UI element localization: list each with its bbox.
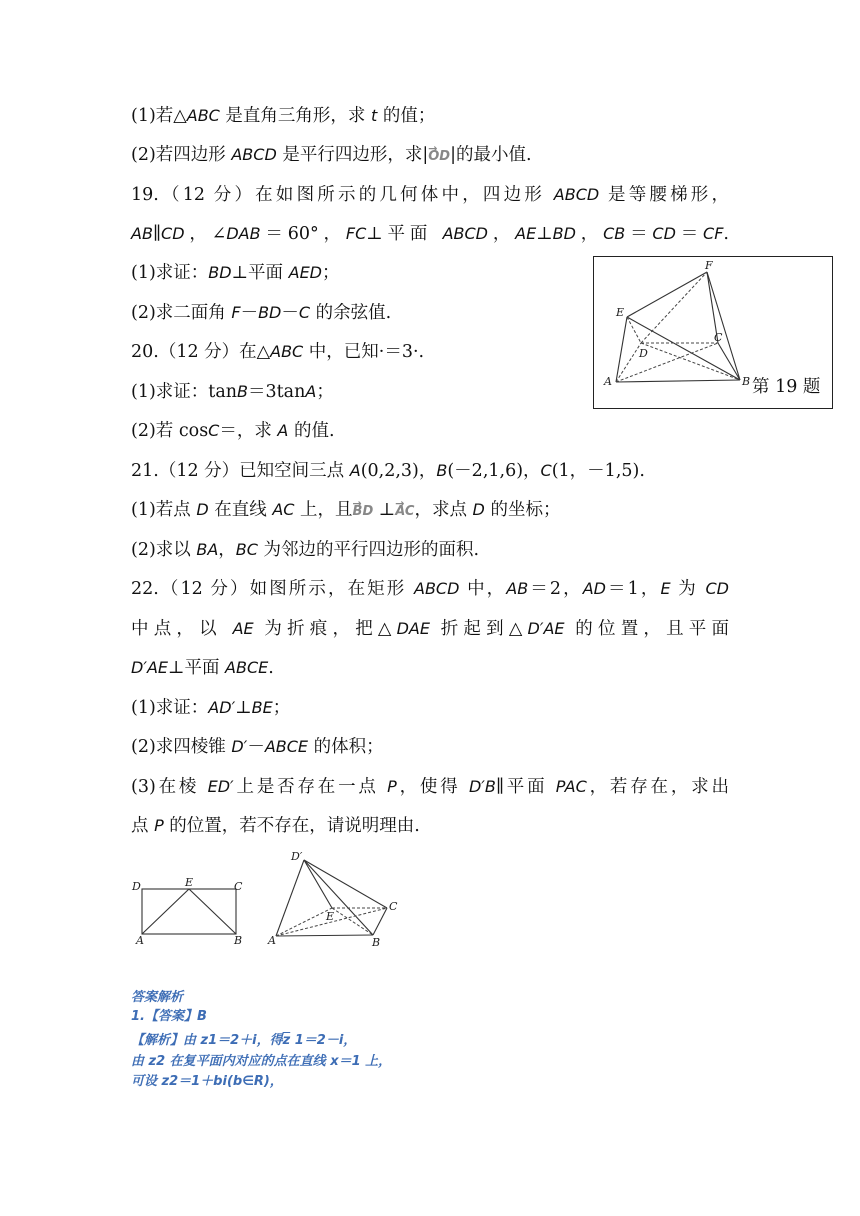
label-A: A [604, 375, 612, 388]
q21-part1: (1)若点 D 在直线 AC 上，且→ BD ⊥→ AC，求点 D 的坐标； [131, 498, 560, 524]
conjugate-z: $\overline{z}$ [282, 1033, 291, 1048]
figure-q19-caption: 第 19 题 [752, 377, 821, 397]
q22-continued-2: D′AE⊥平面 ABCE. [131, 658, 274, 678]
q19-head: 19.（12 分）在如图所示的几何体中，四边形 ABCD 是等腰梯形， [131, 185, 729, 205]
q20-head: 20.（12 分）在△ABC 中，已知·＝3·. [131, 342, 425, 362]
label-B: B [742, 375, 751, 388]
q21-head: 21.（12 分）已知空间三点 A(0,2,3)，B(－2,1,6)，C(1，－1,5). [131, 461, 645, 481]
q18-part2: (2)若四边形 ABCD 是平行四边形，求|→ OD|的最小值. [131, 143, 532, 169]
q19-conditions: AB∥CD，∠DAB＝60°，FC⊥平面 ABCD，AE⊥BD，CB＝CD＝CF. [131, 224, 729, 244]
figure-q22-solid [262, 848, 412, 950]
answer-line-3: 由 z2 在复平面内对应的点在直线 x＝1 上， [131, 1054, 392, 1069]
answer-line-4: 可设 z2＝1＋bi(b∈R)， [131, 1074, 283, 1089]
q19-part1: (1)求证：BD⊥平面 AED； [131, 263, 340, 283]
q22-part3: (3)在棱 ED′上是否存在一点 P，使得 D′B∥平面 PAC，若存在，求出 [131, 777, 729, 797]
q22-head: 22.（12 分）如图所示，在矩形 ABCD 中，AB＝2，AD＝1，E 为 CD [131, 579, 729, 599]
solid-label-B: B [372, 936, 381, 949]
q22-continued: 中点，以 AE 为折痕，把△DAE 折起到△D′AE 的位置，且平面 [131, 619, 730, 639]
rect-label-E: E [185, 876, 194, 889]
figure-q22-rectangle [128, 875, 248, 950]
rect-label-B: B [234, 934, 243, 947]
vector-ac: → AC [395, 504, 414, 519]
answer-analysis-line: 【解析】由 z1＝2＋i，得$\overline{z}$ 1＝2－i， [131, 1033, 357, 1048]
solid-label-Dprime: D′ [291, 850, 303, 863]
q22-part3-continued: 点 P 的位置，若不存在，请说明理由. [131, 816, 420, 836]
q18-part1: (1)若△ABC 是直角三角形，求 t 的值； [131, 106, 436, 126]
vector-od: → OD [428, 149, 450, 164]
solid-label-A: A [268, 934, 276, 947]
q21-part2: (2)求以 BA，BC 为邻边的平行四边形的面积. [131, 540, 480, 560]
label-F: F [705, 259, 713, 272]
q22-part1: (1)求证：AD′⊥BE； [131, 698, 291, 718]
q20-part2: (2)若 cosC＝，求 A 的值. [131, 421, 335, 441]
solid-label-E: E [326, 910, 335, 923]
vector-bd: → BD [353, 504, 374, 519]
solid-label-C: C [389, 900, 398, 913]
label-C: C [714, 331, 723, 344]
q20-part1: (1)求证：tanB＝3tanA； [131, 382, 334, 402]
label-D: D [639, 347, 648, 360]
q19-part2: (2)求二面角 F－BD－C 的余弦值. [131, 303, 392, 323]
rect-label-D: D [132, 880, 141, 893]
rect-label-C: C [234, 880, 243, 893]
q22-part2: (2)求四棱锥 D′－ABCE 的体积； [131, 737, 384, 757]
rect-label-A: A [136, 934, 144, 947]
answer-title: 答案解析 [131, 990, 184, 1005]
label-E: E [616, 306, 625, 319]
figure-q19 [593, 256, 833, 409]
answer-item-1: 1.【答案】B [131, 1009, 207, 1024]
